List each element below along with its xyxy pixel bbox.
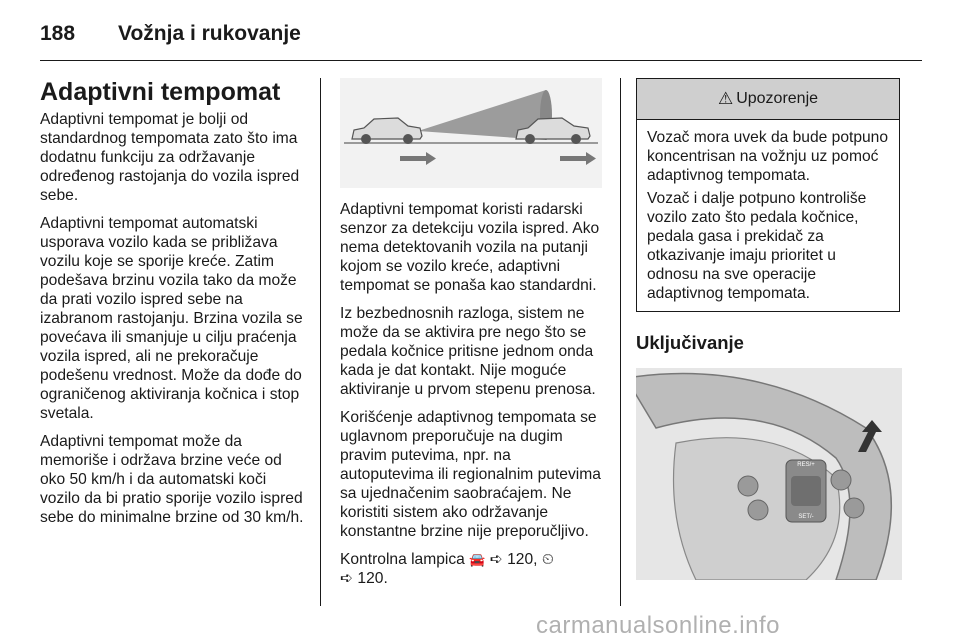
warning-triangle-icon: ⚠ xyxy=(717,89,734,108)
cruise-control-icon: ⏲ xyxy=(541,551,554,568)
radar-illustration xyxy=(340,78,602,188)
page-number: 188 xyxy=(40,22,76,45)
subheading: Uključivanje xyxy=(636,332,744,353)
page-ref-arrow-icon: ➪ xyxy=(340,570,354,587)
warning-header xyxy=(637,79,899,120)
paragraph: Korišćenje adaptivnog tempomata se uglavnom preporučuje na dugim pravim putevima, npr. na autoputevima ili regionalnim putevima sa ujednačenim saobraćajem. Ne koristiti sistem ako održavanje konstantne brzine nije preporučljivo. xyxy=(340,409,601,540)
section-title: Adaptivni tempomat xyxy=(40,78,281,106)
column-middle xyxy=(340,78,604,597)
set-label: SET/- xyxy=(798,514,814,520)
paragraph: Adaptivni tempomat može da memoriše i održava brzine veće od oko 50 km/h i da automatski koči vozilo da bi pratio sporije vozilo ispred sebe do minimalne brzine od 30 km/h. xyxy=(40,433,304,526)
paragraph: Adaptivni tempomat je bolji od standardnog tempomata zato što ima dodatnu funkciju za održavanje određenog rastojanja do vozila ispred sebe. xyxy=(40,111,300,204)
warning-body xyxy=(637,120,899,311)
paragraph: Iz bezbednosnih razloga, sistem ne može da se aktivira pre nego što se pedala kočnice pritisne jednom onda kada je dat kontakt. Nije moguće aktiviranje u prvom stepenu prenosa. xyxy=(340,305,596,398)
paragraph: Adaptivni tempomat automatski usporava vozilo kada se približava vozilu koje se sporije kreće. Zatim podešava brzinu vozila tako da može da prati vozilo ispred sebe na izabranom rastojanju. Brzina vozila se povećava ili smanjuje u cilju praćenja vozila ispred, ali ne prekoračuje podešenu vrednost. Može da dođe do ograničenog aktiviranja kočnica i stop svetala. xyxy=(40,215,303,422)
column-divider xyxy=(320,78,321,606)
header-divider xyxy=(40,60,922,61)
watermark: carmanualsonline.info xyxy=(536,612,780,639)
paragraph: Adaptivni tempomat koristi radarski senzor za detekciju vozila ispred. Ako nema detektovanih vozila na putanji kojom se vozilo kreće, adaptivni tempomat se ponaša kao standardni. xyxy=(340,201,600,294)
control-lamp-label: Kontrolna lampica xyxy=(340,551,465,568)
cruise-button-icon xyxy=(738,476,758,496)
distance-button-icon xyxy=(831,470,851,490)
page-header xyxy=(40,14,920,54)
cancel-button-icon xyxy=(748,500,768,520)
warning-box xyxy=(636,78,900,312)
chapter-title: Vožnja i rukovanje xyxy=(118,22,301,45)
steering-wheel-illustration xyxy=(636,368,902,580)
limiter-button-icon xyxy=(844,498,864,518)
radar-diagram-svg xyxy=(340,78,602,188)
steering-wheel-svg xyxy=(636,368,902,580)
page-ref[interactable]: 120, xyxy=(507,551,538,568)
warning-text: Vozač i dalje potpuno kontroliše vozilo zato što pedala kočnice, pedala gasa i prekidač za otkazivanje imaju prioritet u odnosu na sve operacije adaptivnog tempomata. xyxy=(647,190,867,302)
page-ref-arrow-icon: ➪ xyxy=(489,551,503,568)
column-left xyxy=(40,78,306,536)
column-right xyxy=(636,78,902,580)
car-icon: 🚘 xyxy=(469,552,486,567)
column-divider xyxy=(620,78,621,606)
control-lamp-reference xyxy=(340,550,604,588)
res-label: RES/+ xyxy=(797,462,815,468)
warning-heading: Upozorenje xyxy=(736,90,819,107)
page-ref[interactable]: 120. xyxy=(357,570,388,587)
warning-text: Vozač mora uvek da bude potpuno koncentrisan na vožnju uz pomoć adaptivnog tempomata. xyxy=(647,129,889,184)
